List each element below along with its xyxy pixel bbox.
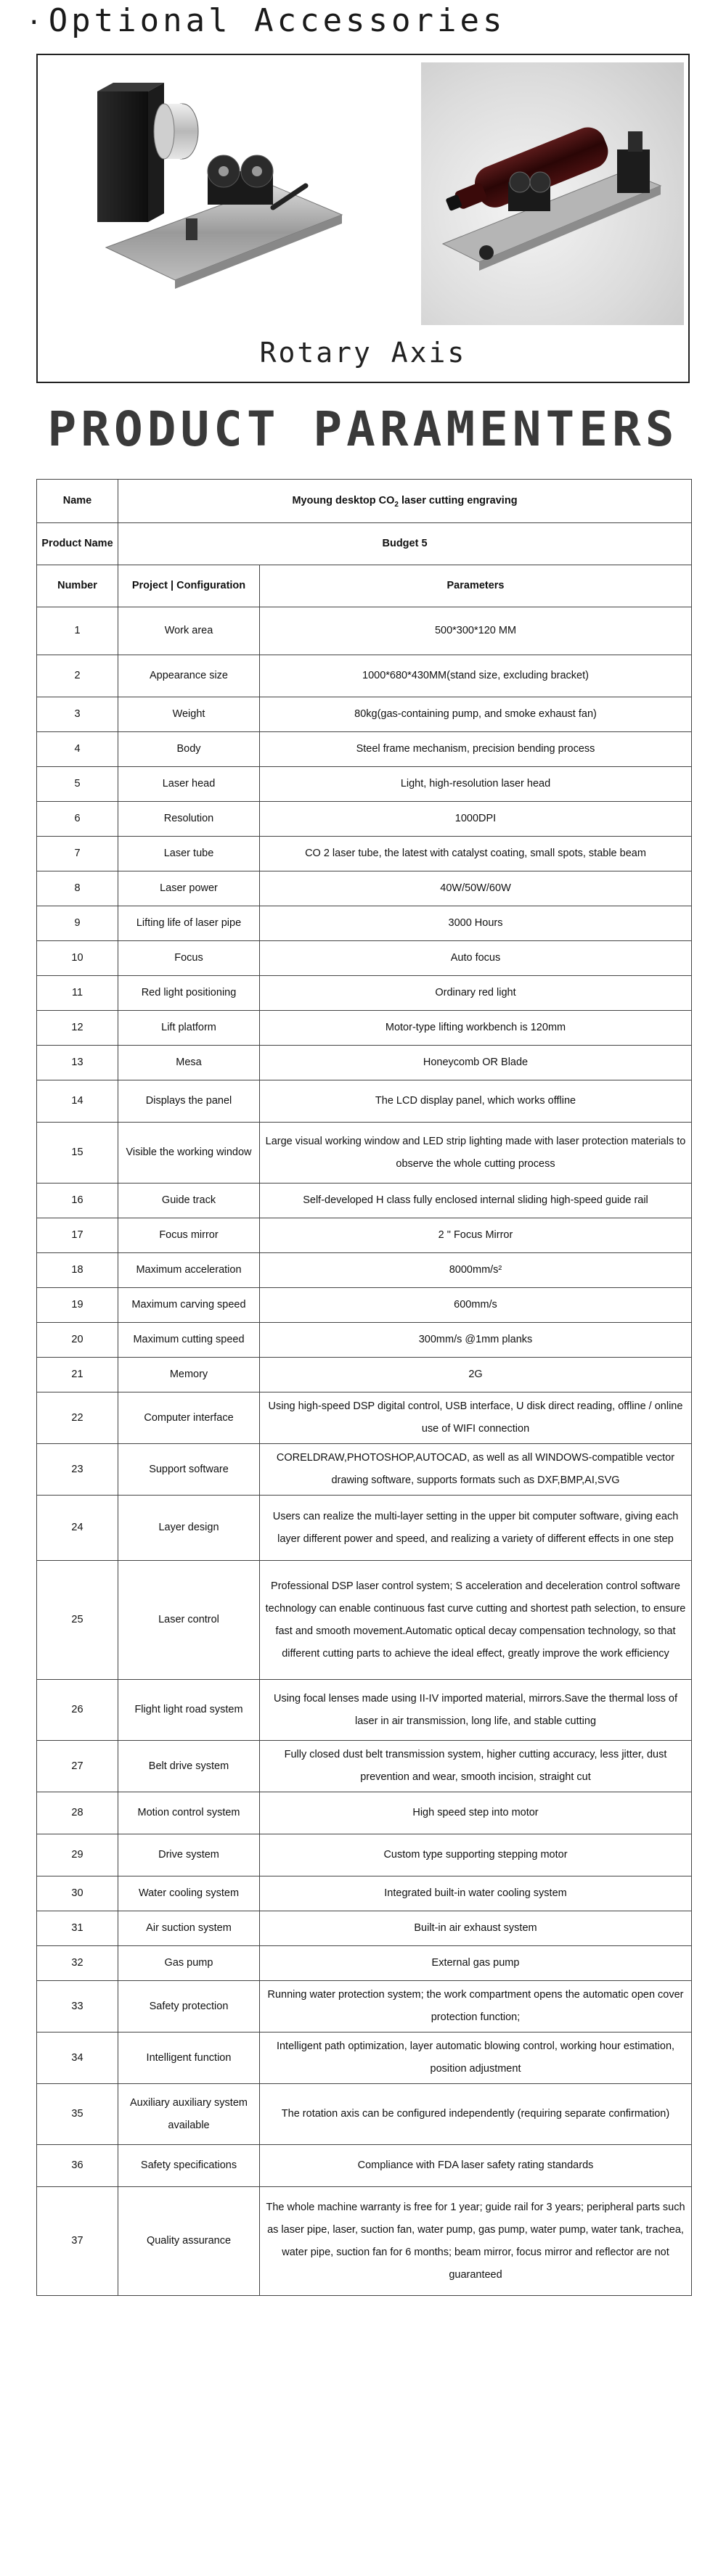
row-project-cell: Laser power [118,871,260,906]
row-project-cell: Maximum acceleration [118,1253,260,1288]
row-number-cell: 1 [37,607,118,655]
row-project-cell: Maximum cutting speed [118,1323,260,1358]
row-parameters-cell: Honeycomb OR Blade [260,1046,692,1080]
table-row [37,1392,692,1444]
row-number-cell: 7 [37,837,118,871]
row-parameters-cell: Motor-type lifting workbench is 120mm [260,1011,692,1046]
table-row [37,1218,692,1253]
row-number-cell: 11 [37,976,118,1011]
row-project-cell: Weight [118,697,260,732]
name-value-prefix: Myoung desktop CO [292,495,395,506]
row-parameters-cell: External gas pump [260,1946,692,1981]
row-number-cell: 22 [37,1392,118,1444]
table-row [37,2145,692,2187]
row-project-cell: Work area [118,607,260,655]
row-number-cell: 29 [37,1834,118,1876]
table-row [37,1741,692,1792]
table-row [37,1946,692,1981]
row-number-cell: 4 [37,732,118,767]
row-parameters-cell: 80kg(gas-containing pump, and smoke exhaust fan) [260,697,692,732]
row-project-cell: Body [118,732,260,767]
product-parameters-banner: PRODUCT PARAMENTERS [47,401,679,457]
row-parameters-cell: Compliance with FDA laser safety rating standards [260,2145,692,2187]
table-row [37,697,692,732]
row-parameters-cell: 1000*680*430MM(stand size, excluding bracket) [260,655,692,697]
product-label-cell: Product Name [37,523,118,565]
table-row [37,1981,692,2033]
row-project-cell: Air suction system [118,1911,260,1946]
name-value-cell [118,480,692,523]
spec-table [36,479,692,2296]
row-parameters-cell: 300mm/s @1mm planks [260,1323,692,1358]
table-row [37,1288,692,1323]
row-project-cell: Laser control [118,1561,260,1680]
name-label-cell: Name [37,480,118,523]
row-project-cell: Displays the panel [118,1080,260,1123]
table-row [37,906,692,941]
header-parameters: Parameters [260,565,692,607]
table-row [37,767,692,802]
name-value-suffix: laser cutting engraving [398,495,518,506]
table-row [37,1834,692,1876]
row-project-cell: Maximum carving speed [118,1288,260,1323]
row-project-cell: Laser tube [118,837,260,871]
row-number-cell: 17 [37,1218,118,1253]
row-project-cell: Safety protection [118,1981,260,2033]
product-value-cell: Budget 5 [118,523,692,565]
row-parameters-cell: Steel frame mechanism, precision bending process [260,732,692,767]
row-number-cell: 31 [37,1911,118,1946]
row-number-cell: 20 [37,1323,118,1358]
accessory-caption: Rotary Axis [259,337,467,369]
header-number: Number [37,565,118,607]
row-project-cell: Support software [118,1444,260,1496]
row-parameters-cell: Auto focus [260,941,692,976]
row-number-cell: 18 [37,1253,118,1288]
row-parameters-cell: High speed step into motor [260,1792,692,1834]
table-row [37,941,692,976]
row-parameters-cell: 8000mm/s² [260,1253,692,1288]
header-project: Project | Configuration [118,565,260,607]
row-project-cell: Guide track [118,1184,260,1218]
row-project-cell: Focus [118,941,260,976]
row-number-cell: 24 [37,1496,118,1561]
row-parameters-cell: The LCD display panel, which works offline [260,1080,692,1123]
row-parameters-cell: Ordinary red light [260,976,692,1011]
name-row [37,480,692,523]
row-project-cell: Visible the working window [118,1123,260,1184]
row-project-cell: Motion control system [118,1792,260,1834]
row-number-cell: 36 [37,2145,118,2187]
row-number-cell: 21 [37,1358,118,1392]
spec-table-body [37,480,692,2296]
table-row [37,1561,692,1680]
row-project-cell: Gas pump [118,1946,260,1981]
row-project-cell: Drive system [118,1834,260,1876]
row-parameters-cell: Running water protection system; the work compartment opens the automatic open cover protection function; [260,1981,692,2033]
name-value-subscript: 2 [394,500,399,509]
row-number-cell: 12 [37,1011,118,1046]
row-project-cell: Flight light road system [118,1680,260,1741]
row-project-cell: Water cooling system [118,1876,260,1911]
row-project-cell: Lift platform [118,1011,260,1046]
spec-table-wrapper [36,479,691,2296]
row-project-cell: Appearance size [118,655,260,697]
row-project-cell: Laser head [118,767,260,802]
row-parameters-cell: Light, high-resolution laser head [260,767,692,802]
row-parameters-cell: The whole machine warranty is free for 1 year; guide rail for 3 years; peripheral parts such as laser pipe, laser, suction fan, water pump, gas pump, water pump, water tank, trachea, water pipe, suction fan for 6 months; beam mirror, focus mirror and reflector are not guaranteed [260,2187,692,2296]
table-row [37,1080,692,1123]
row-number-cell: 13 [37,1046,118,1080]
table-row [37,802,692,837]
row-number-cell: 5 [37,767,118,802]
row-parameters-cell: CORELDRAW,PHOTOSHOP,AUTOCAD, as well as all WINDOWS-compatible vector drawing software, supports formats such as DXF,BMP,AI,SVG [260,1444,692,1496]
row-parameters-cell: 2 " Focus Mirror [260,1218,692,1253]
row-number-cell: 25 [37,1561,118,1680]
row-project-cell: Computer interface [118,1392,260,1444]
row-number-cell: 26 [37,1680,118,1741]
row-project-cell: Focus mirror [118,1218,260,1253]
row-number-cell: 16 [37,1184,118,1218]
rotary-axis-photo [55,62,440,324]
row-number-cell: 14 [37,1080,118,1123]
table-row [37,2187,692,2296]
title-bullet: · [26,8,46,38]
row-parameters-cell: Users can realize the multi-layer setting in the upper bit computer software, giving each layer different power and speed, and realizing a variety of different effects in one step [260,1496,692,1561]
row-parameters-cell: CO 2 laser tube, the latest with catalyst coating, small spots, stable beam [260,837,692,871]
table-row [37,655,692,697]
table-row [37,732,692,767]
row-number-cell: 9 [37,906,118,941]
table-row [37,871,692,906]
table-row [37,1496,692,1561]
row-project-cell: Resolution [118,802,260,837]
row-parameters-cell: The rotation axis can be configured independently (requiring separate confirmation) [260,2084,692,2145]
row-parameters-cell: Professional DSP laser control system; S acceleration and deceleration control software technology can enable continuous fast curve cutting and shortest path selection, to ensure fast and smooth movement.Automatic optical decay compensation technology, so that different cutting parts to achieve the ideal effect, greatly improve the work efficiency [260,1561,692,1680]
row-number-cell: 23 [37,1444,118,1496]
table-row [37,1876,692,1911]
table-row [37,1046,692,1080]
row-number-cell: 6 [37,802,118,837]
row-parameters-cell: 3000 Hours [260,906,692,941]
table-row [37,1253,692,1288]
row-parameters-cell: Using focal lenses made using II-IV imported material, mirrors.Save the thermal loss of laser in air transmission, long life, and stable cutting [260,1680,692,1741]
row-parameters-cell: 2G [260,1358,692,1392]
row-number-cell: 19 [37,1288,118,1323]
row-parameters-cell: 40W/50W/60W [260,871,692,906]
row-number-cell: 34 [37,2033,118,2084]
table-row [37,976,692,1011]
row-project-cell: Quality assurance [118,2187,260,2296]
row-parameters-cell: 1000DPI [260,802,692,837]
row-number-cell: 32 [37,1946,118,1981]
row-parameters-cell: Intelligent path optimization, layer automatic blowing control, working hour estimation, position adjustment [260,2033,692,2084]
row-parameters-cell: Fully closed dust belt transmission system, higher cutting accuracy, less jitter, dust prevention and wear, smooth incision, straight cut [260,1741,692,1792]
row-project-cell: Auxiliary auxiliary system available [118,2084,260,2145]
row-number-cell: 37 [37,2187,118,2296]
row-parameters-cell: Using high-speed DSP digital control, USB interface, U disk direct reading, offline / online use of WIFI connection [260,1392,692,1444]
rotary-with-bottle-photo [421,62,684,325]
header-row [37,565,692,607]
row-number-cell: 8 [37,871,118,906]
table-row [37,1358,692,1392]
row-parameters-cell: Self-developed H class fully enclosed internal sliding high-speed guide rail [260,1184,692,1218]
table-row [37,1444,692,1496]
row-project-cell: Red light positioning [118,976,260,1011]
accessories-title-text: Optional Accessories [48,2,506,39]
row-parameters-cell: 500*300*120 MM [260,607,692,655]
table-row [37,1792,692,1834]
row-parameters-cell: Large visual working window and LED strip lighting made with laser protection materials to observe the whole cutting process [260,1123,692,1184]
table-row [37,2084,692,2145]
row-number-cell: 33 [37,1981,118,2033]
row-number-cell: 27 [37,1741,118,1792]
table-row [37,1184,692,1218]
row-number-cell: 28 [37,1792,118,1834]
accessories-panel [36,54,690,383]
row-number-cell: 30 [37,1876,118,1911]
row-project-cell: Memory [118,1358,260,1392]
row-number-cell: 2 [37,655,118,697]
table-row [37,837,692,871]
row-number-cell: 15 [37,1123,118,1184]
accessories-title [26,0,506,42]
row-project-cell: Lifting life of laser pipe [118,906,260,941]
table-row [37,1011,692,1046]
row-project-cell: Belt drive system [118,1741,260,1792]
row-project-cell: Mesa [118,1046,260,1080]
row-number-cell: 35 [37,2084,118,2145]
table-row [37,1680,692,1741]
row-parameters-cell: Custom type supporting stepping motor [260,1834,692,1876]
row-number-cell: 3 [37,697,118,732]
row-number-cell: 10 [37,941,118,976]
row-project-cell: Safety specifications [118,2145,260,2187]
row-project-cell: Layer design [118,1496,260,1561]
table-row [37,2033,692,2084]
row-parameters-cell: Built-in air exhaust system [260,1911,692,1946]
table-row [37,1123,692,1184]
table-row [37,607,692,655]
product-name-row [37,523,692,565]
row-parameters-cell: 600mm/s [260,1288,692,1323]
row-parameters-cell: Integrated built-in water cooling system [260,1876,692,1911]
table-row [37,1323,692,1358]
table-row [37,1911,692,1946]
row-project-cell: Intelligent function [118,2033,260,2084]
